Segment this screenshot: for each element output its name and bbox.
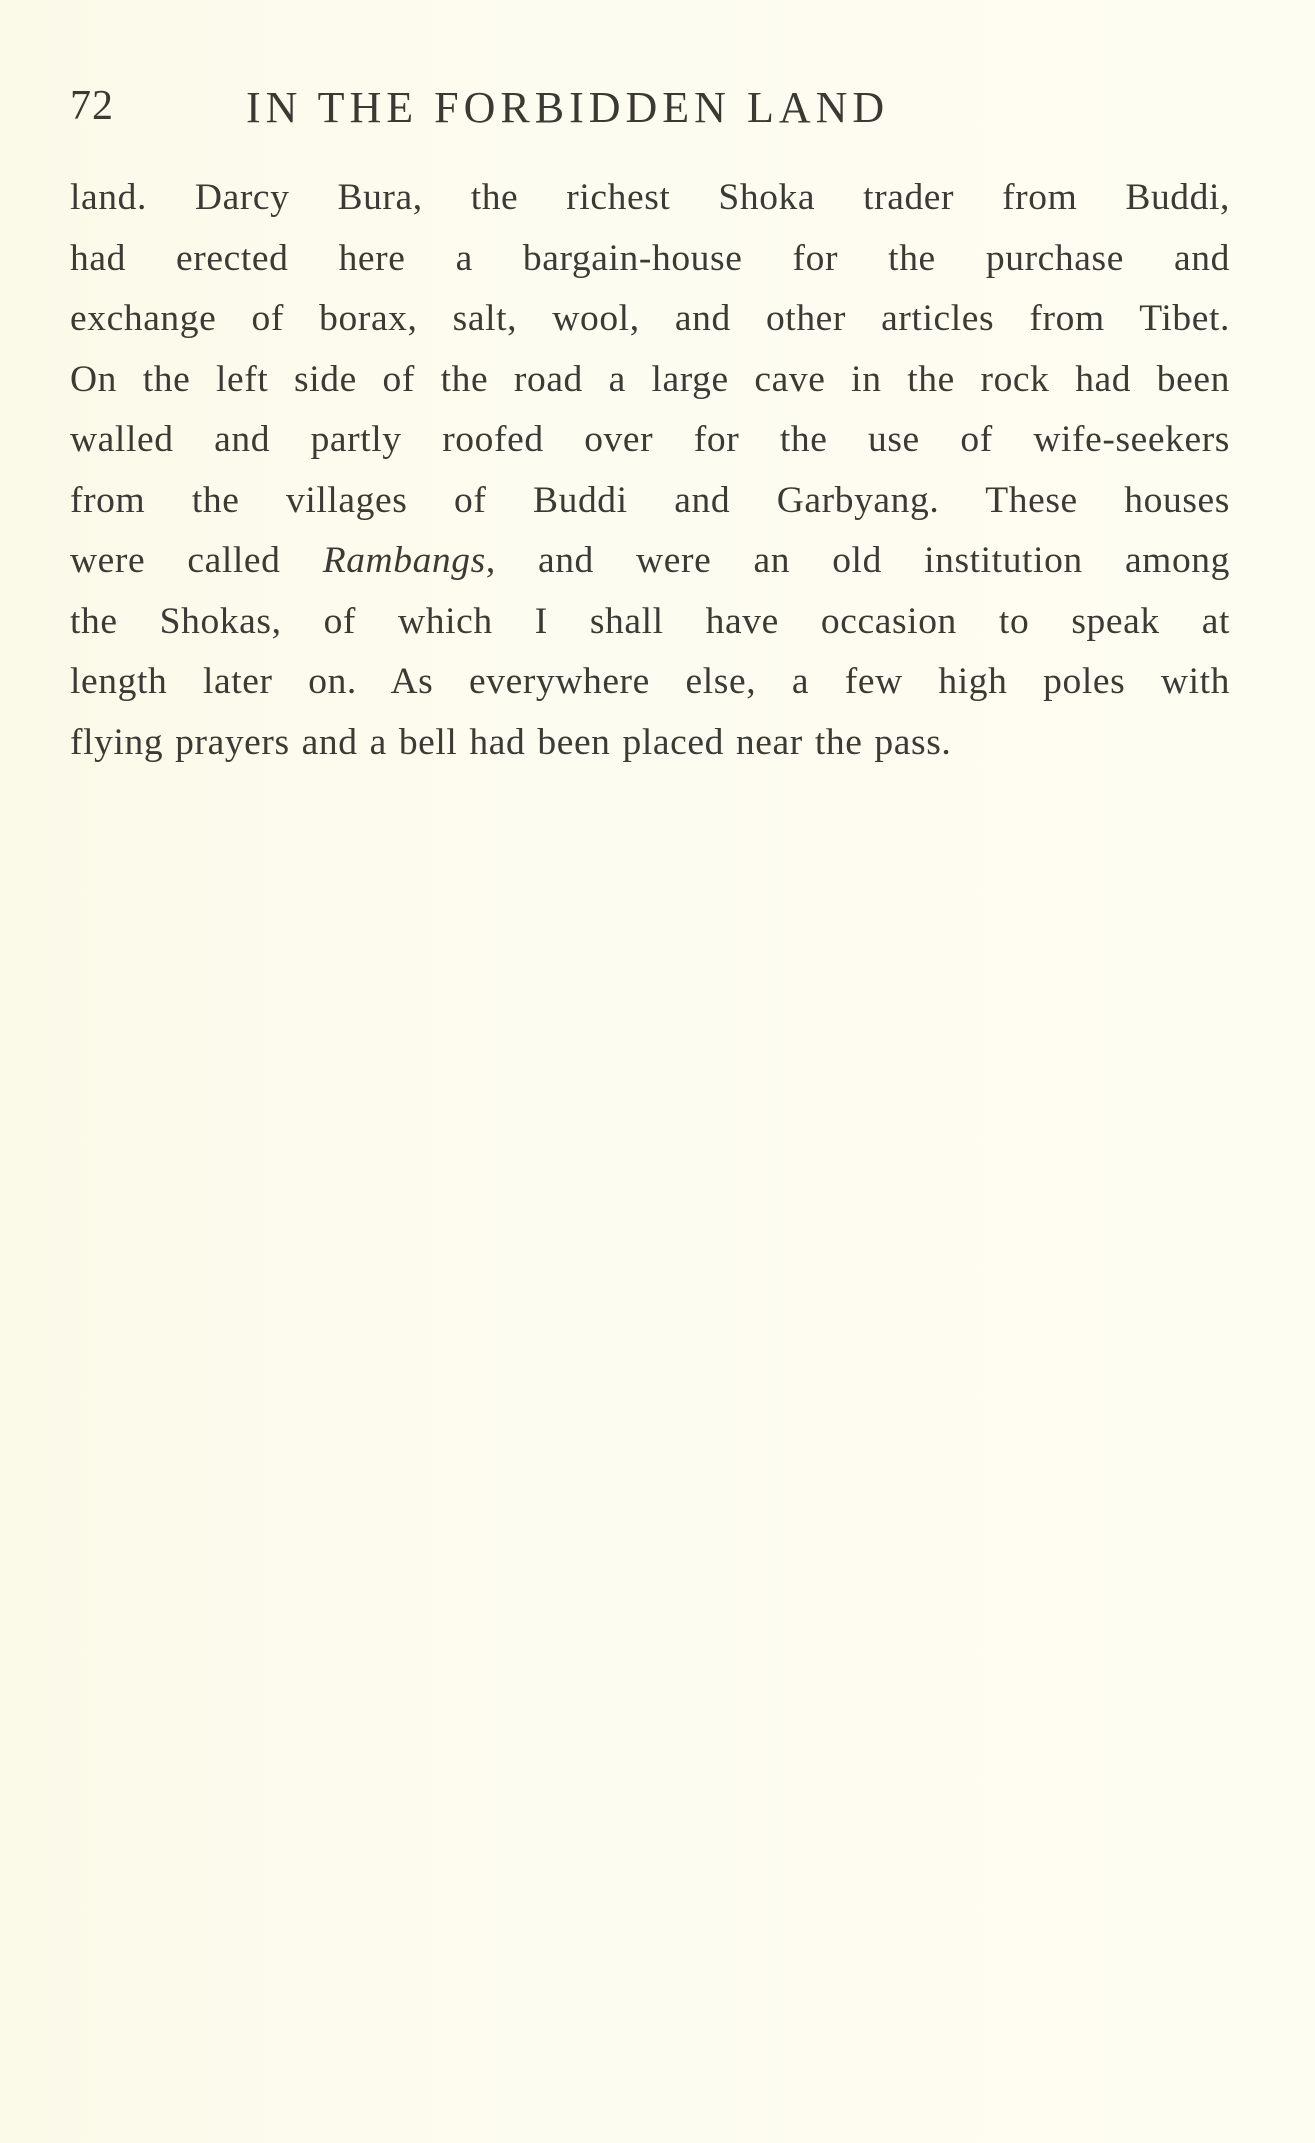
text-run: were called: [70, 540, 323, 581]
body-paragraph: [70, 168, 1230, 773]
text-line: walled and partly roofed over for the use of wife-seekers: [70, 419, 1230, 460]
text-run: , and were an old institution among: [485, 540, 1231, 581]
text-line: On the left side of the road a large cave in the rock had been: [70, 358, 1230, 400]
page-number: 72: [70, 83, 114, 129]
italic-term: Rambangs: [322, 540, 486, 581]
book-title: IN THE FORBIDDEN LAND: [246, 83, 890, 132]
text-line: [70, 531, 1230, 592]
text-line: from the villages of Buddi and Garbyang. These houses: [70, 479, 1230, 521]
running-head: [70, 82, 1230, 132]
text-line: exchange of borax, salt, wool, and other articles from Tibet.: [70, 298, 1230, 339]
text-line: length later on. As everywhere else, a few high poles with: [70, 661, 1230, 702]
text-line: flying prayers and a bell had been placed near the pass.: [70, 721, 952, 763]
text-line: land. Darcy Bura, the richest Shoka trader from Buddi,: [70, 177, 1230, 218]
text-line: the Shokas, of which I shall have occasion to speak at: [70, 600, 1230, 642]
text-line: had erected here a bargain-house for the purchase and: [70, 237, 1230, 279]
